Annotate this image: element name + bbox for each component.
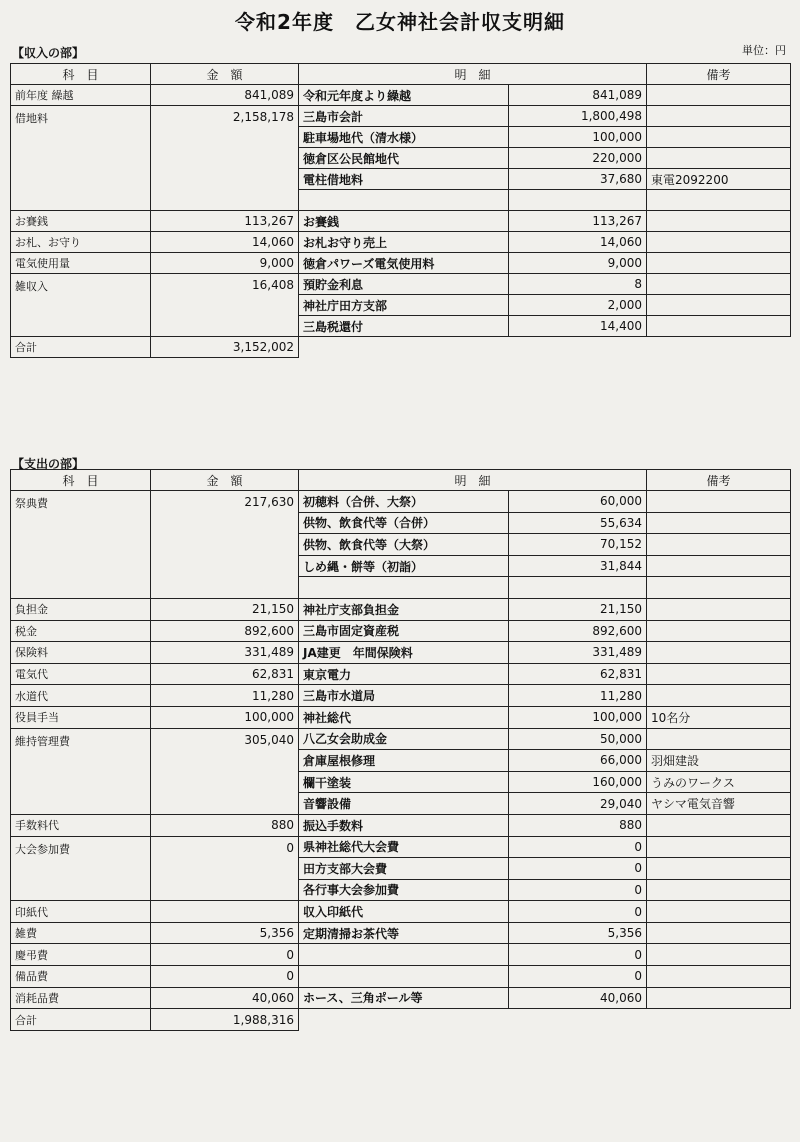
detail-amount-cell: 841,089: [509, 85, 647, 106]
category-cell: 雑収入: [11, 274, 151, 337]
table-row: [11, 706, 791, 728]
detail-text-cell: ホース、三角ポール等: [299, 987, 509, 1009]
header-notes: 備考: [647, 64, 791, 85]
detail-amount-cell: 1,800,498: [509, 106, 647, 127]
table-row: [11, 987, 791, 1009]
amount-cell: 305,040: [151, 728, 299, 814]
note-cell: [647, 295, 791, 316]
detail-amount-cell: 100,000: [509, 706, 647, 728]
note-cell: [647, 127, 791, 148]
detail-text-cell: JA建更 年間保険料: [299, 642, 509, 664]
category-cell: 大会参加費: [11, 836, 151, 901]
note-cell: [647, 966, 791, 988]
detail-text-cell: 徳倉区公民館地代: [299, 148, 509, 169]
detail-amount-cell: 55,634: [509, 512, 647, 534]
total-row: [11, 1009, 791, 1031]
total-row: [11, 337, 791, 358]
amount-cell: 2,158,178: [151, 106, 299, 211]
expense-section-label: 【支出の部】: [12, 457, 85, 471]
income-section-label: 【収入の部】: [12, 46, 85, 60]
category-cell: 負担金: [11, 598, 151, 620]
detail-amount-cell: 9,000: [509, 253, 647, 274]
detail-amount-cell: 60,000: [509, 491, 647, 513]
note-cell: [647, 106, 791, 127]
amount-cell: 21,150: [151, 598, 299, 620]
total-label: 合計: [11, 337, 151, 358]
amount-cell: 40,060: [151, 987, 299, 1009]
detail-text-cell: 収入印紙代: [299, 901, 509, 923]
category-cell: 雑費: [11, 922, 151, 944]
detail-text-cell: 電柱借地料: [299, 169, 509, 190]
note-cell: [647, 879, 791, 901]
note-cell: ヤシマ電気音響: [647, 793, 791, 815]
table-row: [11, 491, 791, 513]
detail-amount-cell: 40,060: [509, 987, 647, 1009]
detail-amount-cell: 892,600: [509, 620, 647, 642]
note-cell: [647, 663, 791, 685]
detail-text-cell: [299, 577, 509, 599]
detail-amount-cell: 0: [509, 858, 647, 880]
detail-text-cell: 定期清掃お茶代等: [299, 922, 509, 944]
detail-amount-cell: 8: [509, 274, 647, 295]
detail-amount-cell: 66,000: [509, 750, 647, 772]
detail-text-cell: 神社庁田方支部: [299, 295, 509, 316]
header-category: 科 目: [11, 64, 151, 85]
detail-text-cell: 欄干塗装: [299, 771, 509, 793]
total-label: 合計: [11, 1009, 151, 1031]
note-cell: [647, 555, 791, 577]
note-cell: [647, 987, 791, 1009]
table-row: [11, 106, 791, 127]
detail-text-cell: [299, 190, 509, 211]
detail-text-cell: 八乙女会助成金: [299, 728, 509, 750]
detail-amount-cell: 62,831: [509, 663, 647, 685]
table-row: [11, 944, 791, 966]
income-header-row: [11, 64, 791, 85]
header-details: 明 細: [299, 470, 647, 491]
detail-amount-cell: 29,040: [509, 793, 647, 815]
detail-amount-cell: [509, 190, 647, 211]
table-row: [11, 232, 791, 253]
detail-amount-cell: 5,356: [509, 922, 647, 944]
amount-cell: 0: [151, 966, 299, 988]
detail-text-cell: 音響設備: [299, 793, 509, 815]
note-cell: [647, 491, 791, 513]
detail-text-cell: お札お守り売上: [299, 232, 509, 253]
detail-text-cell: 県神社総代大会費: [299, 836, 509, 858]
document-title: 令和2年度 乙女神社会計収支明細: [235, 10, 565, 34]
expense-header-row: [11, 470, 791, 491]
table-row: [11, 663, 791, 685]
note-cell: [647, 642, 791, 664]
detail-amount-cell: 0: [509, 944, 647, 966]
table-row: [11, 966, 791, 988]
header-amount: 金 額: [151, 64, 299, 85]
category-cell: お賽銭: [11, 211, 151, 232]
category-cell: 借地料: [11, 106, 151, 211]
detail-amount-cell: [509, 577, 647, 599]
detail-text-cell: 三島税還付: [299, 316, 509, 337]
category-cell: 消耗品費: [11, 987, 151, 1009]
table-row: [11, 598, 791, 620]
amount-cell: 113,267: [151, 211, 299, 232]
amount-cell: 100,000: [151, 706, 299, 728]
amount-cell: 14,060: [151, 232, 299, 253]
category-cell: 印紙代: [11, 901, 151, 923]
detail-text-cell: 三島市会計: [299, 106, 509, 127]
detail-amount-cell: 0: [509, 966, 647, 988]
detail-amount-cell: 100,000: [509, 127, 647, 148]
detail-amount-cell: 11,280: [509, 685, 647, 707]
header-amount: 金 額: [151, 470, 299, 491]
income-table: [10, 63, 791, 358]
note-cell: [647, 534, 791, 556]
header-category: 科 目: [11, 470, 151, 491]
detail-amount-cell: 14,400: [509, 316, 647, 337]
detail-amount-cell: 0: [509, 879, 647, 901]
note-cell: [647, 901, 791, 923]
category-cell: 役員手当: [11, 706, 151, 728]
detail-amount-cell: 14,060: [509, 232, 647, 253]
amount-cell: 880: [151, 814, 299, 836]
amount-cell: 892,600: [151, 620, 299, 642]
note-cell: 東電2092200: [647, 169, 791, 190]
amount-cell: 0: [151, 836, 299, 901]
amount-cell: 331,489: [151, 642, 299, 664]
category-cell: 電気使用量: [11, 253, 151, 274]
detail-text-cell: 駐車場地代（清水様）: [299, 127, 509, 148]
detail-text-cell: 三島市水道局: [299, 685, 509, 707]
detail-text-cell: 神社総代: [299, 706, 509, 728]
note-cell: [647, 922, 791, 944]
note-cell: [647, 253, 791, 274]
table-row: [11, 728, 791, 750]
table-row: [11, 922, 791, 944]
detail-text-cell: [299, 944, 509, 966]
note-cell: [647, 814, 791, 836]
table-row: [11, 253, 791, 274]
detail-text-cell: 倉庫屋根修理: [299, 750, 509, 772]
detail-amount-cell: 160,000: [509, 771, 647, 793]
detail-text-cell: 預貯金利息: [299, 274, 509, 295]
note-cell: うみのワークス: [647, 771, 791, 793]
detail-text-cell: お賽銭: [299, 211, 509, 232]
amount-cell: 841,089: [151, 85, 299, 106]
detail-text-cell: 供物、飲食代等（大祭）: [299, 534, 509, 556]
table-row: [11, 836, 791, 858]
detail-text-cell: 供物、飲食代等（合併）: [299, 512, 509, 534]
note-cell: [647, 211, 791, 232]
note-cell: [647, 577, 791, 599]
detail-amount-cell: 113,267: [509, 211, 647, 232]
category-cell: 保険料: [11, 642, 151, 664]
note-cell: 10名分: [647, 706, 791, 728]
category-cell: 水道代: [11, 685, 151, 707]
expense-table: [10, 469, 791, 1031]
amount-cell: 16,408: [151, 274, 299, 337]
category-cell: 維持管理費: [11, 728, 151, 814]
detail-text-cell: 初穂料（合併、大祭）: [299, 491, 509, 513]
detail-amount-cell: 70,152: [509, 534, 647, 556]
note-cell: [647, 190, 791, 211]
amount-cell: 62,831: [151, 663, 299, 685]
table-row: [11, 620, 791, 642]
note-cell: [647, 728, 791, 750]
detail-amount-cell: 31,844: [509, 555, 647, 577]
table-row: [11, 211, 791, 232]
amount-cell: 5,356: [151, 922, 299, 944]
total-amount: 3,152,002: [151, 337, 299, 358]
note-cell: [647, 836, 791, 858]
note-cell: [647, 944, 791, 966]
detail-text-cell: 徳倉パワーズ電気使用料: [299, 253, 509, 274]
note-cell: [647, 316, 791, 337]
amount-cell: 217,630: [151, 491, 299, 599]
note-cell: [647, 598, 791, 620]
amount-cell: 11,280: [151, 685, 299, 707]
note-cell: [647, 685, 791, 707]
detail-amount-cell: 37,680: [509, 169, 647, 190]
detail-amount-cell: 880: [509, 814, 647, 836]
detail-amount-cell: 21,150: [509, 598, 647, 620]
detail-text-cell: 各行事大会参加費: [299, 879, 509, 901]
amount-cell: 9,000: [151, 253, 299, 274]
table-row: [11, 274, 791, 295]
note-cell: [647, 512, 791, 534]
table-row: [11, 901, 791, 923]
category-cell: 税金: [11, 620, 151, 642]
detail-text-cell: しめ縄・餅等（初詣）: [299, 555, 509, 577]
detail-text-cell: 三島市固定資産税: [299, 620, 509, 642]
unit-label: 単位：円: [742, 44, 786, 57]
table-row: [11, 814, 791, 836]
total-amount: 1,988,316: [151, 1009, 299, 1031]
header-notes: 備考: [647, 470, 791, 491]
detail-amount-cell: 0: [509, 901, 647, 923]
note-cell: [647, 858, 791, 880]
detail-text-cell: 振込手数料: [299, 814, 509, 836]
category-cell: 電気代: [11, 663, 151, 685]
header-details: 明 細: [299, 64, 647, 85]
category-cell: お札、お守り: [11, 232, 151, 253]
table-row: [11, 642, 791, 664]
note-cell: [647, 620, 791, 642]
detail-amount-cell: 220,000: [509, 148, 647, 169]
category-cell: 祭典費: [11, 491, 151, 599]
detail-text-cell: [299, 966, 509, 988]
category-cell: 前年度 繰越: [11, 85, 151, 106]
note-cell: 羽畑建設: [647, 750, 791, 772]
note-cell: [647, 232, 791, 253]
amount-cell: 0: [151, 944, 299, 966]
amount-cell: [151, 901, 299, 923]
table-row: [11, 685, 791, 707]
category-cell: 慶弔費: [11, 944, 151, 966]
detail-text-cell: 神社庁支部負担金: [299, 598, 509, 620]
detail-text-cell: 東京電力: [299, 663, 509, 685]
detail-amount-cell: 50,000: [509, 728, 647, 750]
note-cell: [647, 85, 791, 106]
table-row: [11, 85, 791, 106]
detail-amount-cell: 331,489: [509, 642, 647, 664]
detail-amount-cell: 0: [509, 836, 647, 858]
category-cell: 備品費: [11, 966, 151, 988]
detail-amount-cell: 2,000: [509, 295, 647, 316]
detail-text-cell: 田方支部大会費: [299, 858, 509, 880]
note-cell: [647, 274, 791, 295]
category-cell: 手数料代: [11, 814, 151, 836]
detail-text-cell: 令和元年度より繰越: [299, 85, 509, 106]
note-cell: [647, 148, 791, 169]
